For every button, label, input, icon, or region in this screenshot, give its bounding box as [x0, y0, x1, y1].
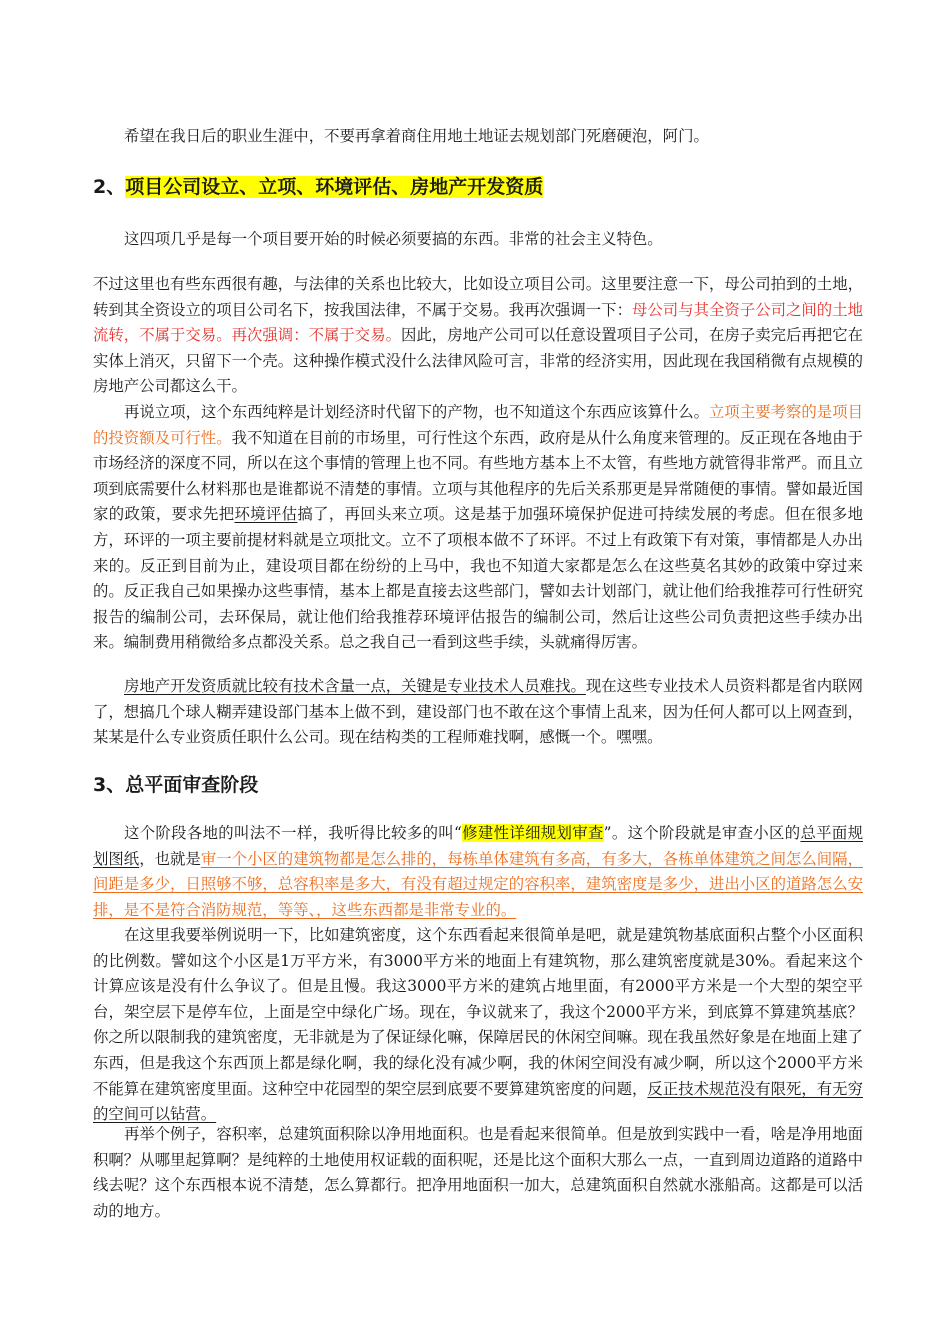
- section-2-title: 项目公司设立、立项、环境评估、房地产开发资质: [125, 176, 544, 198]
- project-company-text-1: 不过这里也有些东西很有趣，与法律的关系也比较大，比如设立项目公司。这里要注意一下，母公司拍到的土地，转到其全资设立的项目公司名下，按我国法律，不属于交易。我再次强调一下：: [93, 275, 863, 319]
- intro-paragraph: [93, 124, 863, 150]
- lixiang-text-3: 搞了，再回头来立项。这是基于加强环境保护促进可持续发展的考虑。但在很多地方，环评的一项主要前提材料就是立项批文。立不了项根本做不了环评。不过上有政策下有对策，事情都是人办出来的。反正到目前为止，建设项目都在纷纷的上马中，我也不知道大家都是怎么在这些莫名其妙的政策中穿过来的。反正我自己如果操办这些事情，基本上都是直接去这些部门，譬如去计划部门，就让他们给我推荐可行性研究报告的编制公司，去环保局，就让他们给我推荐环境评估报告的编制公司，然后让这些公司负责把这些手续办出来。编制费用稍微给多点都没关系。总之我自己一看到这些手续，头就痛得厉害。: [93, 505, 863, 652]
- review-text-3: ，也就是: [139, 849, 201, 868]
- qualification-underline: 房地产开发资质就比较有技术含量一点，关键是专业技术人员难找。: [124, 677, 586, 695]
- density-underline: 反正技术规范没有限死，有无穷的空间可以钻营。: [93, 1079, 863, 1124]
- section-2-number: 2、: [93, 176, 126, 198]
- section-3-title: 总平面审查阶段: [125, 774, 259, 796]
- qualification-paragraph: [93, 674, 863, 751]
- review-orange-underline: 审一个小区的建筑物都是怎么排的，每栋单体建筑有多高，有多大，各栋单体建筑之间怎么间隔，间距是多少，日照够不够，总容积率是多大，有没有超过规定的容积率，建筑密度是多少，进出小区的道路怎么安排，是不是符合消防规范，等等、，这些东西都是非常专业的。: [93, 849, 863, 919]
- lixiang-paragraph: [93, 400, 863, 656]
- section-3-number: 3、: [93, 774, 126, 796]
- qualification-text: 现在这些专业技术人员资料都是省内联网了，想搞几个球人糊弄建设部门基本上做不到，建设部门也不敢在这个事情上乱来，因为任何人都可以上网查到，某某是什么专业资质任职什么公司。现在结构类的工程师难找啊，感慨一个。嘿嘿。: [93, 677, 863, 747]
- review-text-1: 这个阶段各地的叫法不一样，我听得比较多的叫“: [124, 824, 462, 842]
- project-company-text-2: 因此，房地产公司可以任意设置项目子公司，在房子卖完后再把它在实体上消灭，只留下一个壳。这种操作模式没什么法律风险可言，非常的经济实用，因此现在我国稍微有点规模的房地产公司都这么干。: [93, 326, 863, 396]
- lixiang-text-1: 再说立项，这个东西纯粹是计划经济时代留下的产物，也不知道这个东西应该算什么。: [124, 403, 710, 421]
- intro-text: 希望在我日后的职业生涯中，不要再拿着商住用地土地证去规划部门死磨硬泡，阿门。: [124, 127, 709, 145]
- site-plan-underline: 总平面规划图纸: [93, 824, 863, 868]
- environment-assessment-underline: 环境评估: [234, 505, 298, 524]
- review-paragraph: [93, 821, 863, 923]
- review-text-2: ”。这个阶段就是审查小区的: [603, 824, 801, 842]
- section-3-heading: [93, 771, 863, 799]
- four-items-paragraph: [93, 227, 863, 253]
- project-company-paragraph: [93, 272, 863, 400]
- review-highlight: 修建性详细规划审查: [461, 824, 604, 842]
- four-items-text: 这四项几乎是每一个项目要开始的时候必须要搞的东西。非常的社会主义特色。: [124, 230, 663, 248]
- lixiang-orange-emphasis: 立项主要考察的是项目的投资额及可行性。: [93, 403, 863, 447]
- project-company-red-emphasis: 母公司与其全资子公司之间的土地流转，不属于交易。再次强调：不属于交易。: [93, 300, 863, 345]
- density-paragraph: [93, 923, 863, 1128]
- density-text: 在这里我要举例说明一下，比如建筑密度，这个东西看起来很简单是吧，就是建筑物基底面积占整个小区面积的比例数。譬如这个小区是1万平方米，有3000平方米的地面上有建筑物，那么建筑密度就是30%。看起来这个计算应该是没有什么争议了。但是且慢。我这3000平方米的建筑占地里面，有2000平方米是一个大型的架空平台，架空层下是停车位，上面是空中绿化广场。现在，争议就来了，我这个2000平方米，到底算不算建筑基底？你之所以限制我的建筑密度，无非就是为了保证绿化嘛，保障居民的休闲空间嘛。现在我虽然好象是在地面上建了东西，但是我这个东西顶上都是绿化啊，我的绿化没有减少啊，我的休闲空间没有减少啊，所以这个2000平方米不能算在建筑密度里面。这种空中花园型的架空层到底要不要算建筑密度的问题，: [93, 926, 863, 1098]
- lixiang-text-2: 我不知道在目前的市场里，可行性这个东西，政府是从什么角度来管理的。反正现在各地由于市场经济的深度不同，所以在这个事情的管理上也不同。有些地方基本上不太管，有些地方就管得非常严。而且立项到底需要什么材料那也是谁都说不清楚的事情。立项与其他程序的先后关系那更是异常随便的事情。譬如最近国家的政策，要求先把: [93, 428, 863, 524]
- far-paragraph: [93, 1122, 863, 1224]
- section-2-heading: [93, 173, 863, 201]
- far-text: 再举个例子，容积率，总建筑面积除以净用地面积。也是看起来很简单。但是放到实践中一看，啥是净用地面积啊？从哪里起算啊？是纯粹的土地使用权证载的面积呢，还是比这个面积大那么一点，一直到周边道路的道路中线去呢？这个东西根本说不清楚，怎么算都行。把净用地面积一加大，总建筑面积自然就水涨船高。这都是可以活动的地方。: [93, 1125, 863, 1220]
